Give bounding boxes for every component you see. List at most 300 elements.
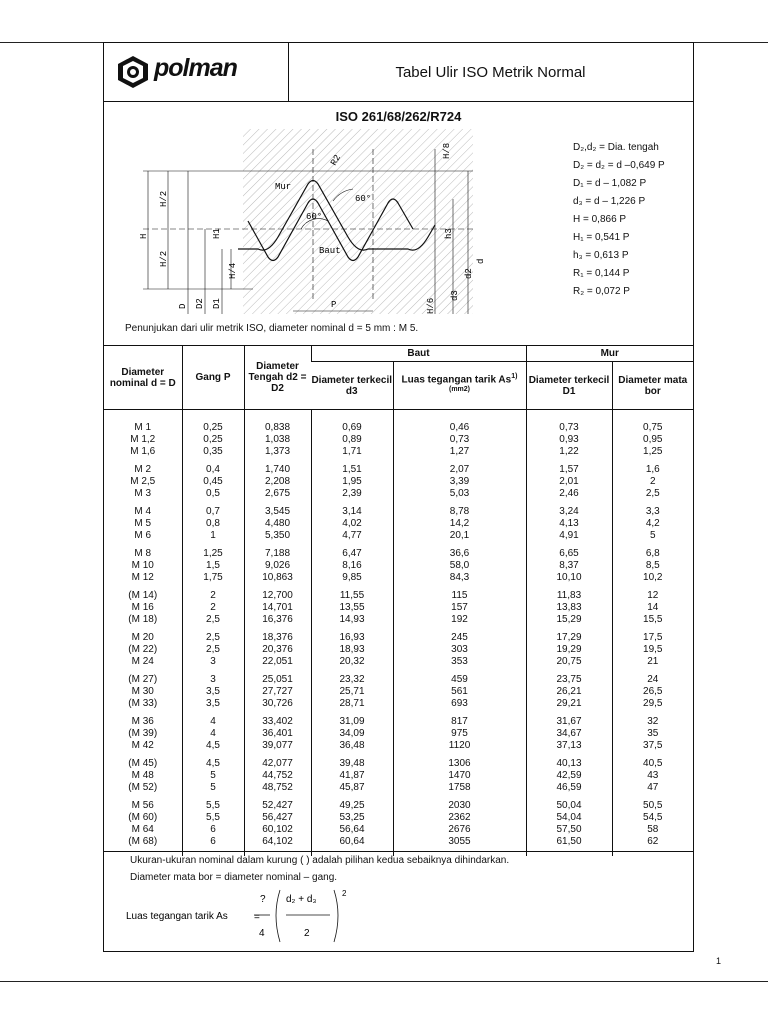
table-cell: 5,350 [244,530,311,542]
table-cell: 245 [393,626,526,644]
note-drill: Diameter mata bor = diameter nominal – gang. [130,872,338,883]
table-row [104,446,693,458]
table-cell: 60,64 [311,836,393,856]
table-cell: 43 [612,770,693,782]
table-cell: 0,46 [393,410,526,435]
col-header-pitch: Gang P [182,346,244,410]
table-cell: 0,25 [182,434,244,446]
table-cell: 48,752 [244,782,311,794]
table-cell: 2,5 [612,488,693,500]
table-cell: 16,376 [244,614,311,626]
table-cell: 45,87 [311,782,393,794]
table-cell: 9,026 [244,560,311,572]
table-cell: 4,91 [526,530,612,542]
label-d1-left: D1 [212,298,222,309]
table-cell: 157 [393,602,526,614]
thread-profile-diagram [123,129,486,319]
table-cell: 40,13 [526,752,612,770]
table-cell: 31,67 [526,710,612,728]
table-cell: 0,35 [182,446,244,458]
table-cell: 19,5 [612,644,693,656]
table-cell: 4 [182,710,244,728]
table-cell: 23,32 [311,668,393,686]
table-cell: 12,700 [244,584,311,602]
table-cell: 1120 [393,740,526,752]
table-cell: 14 [612,602,693,614]
table-cell: 37,5 [612,740,693,752]
table-cell: 2 [612,476,693,488]
table-cell: 27,727 [244,686,311,698]
formula-line: R₁ = 0,144 P [573,268,630,279]
table-cell: 53,25 [311,812,393,824]
formula-num-left: ? [260,894,266,905]
bracket-right [334,890,338,942]
table-cell: 3 [182,656,244,668]
label-d-left: D [178,303,188,309]
note-brackets: Ukuran-ukuran nominal dalam kurung ( ) adalah pilihan kedua sebaiknya dihindarkan. [130,855,510,866]
table-cell: 1,57 [526,458,612,476]
table-row [104,668,693,686]
formula-list [573,139,665,301]
logo-text: polman [154,54,237,82]
table-cell: 84,3 [393,572,526,584]
table-cell: (M 27) [128,674,158,685]
table-cell: M 64 [131,824,154,835]
table-cell: 3,5 [182,686,244,698]
label-p: P [331,300,337,310]
formula-line: D₂,d₂ = Dia. tengah [573,142,659,153]
label-h2-top: H/2 [159,190,169,207]
table-row [104,434,693,446]
table-cell: 18,376 [244,626,311,644]
table-row [104,686,693,698]
table-cell: 25,051 [244,668,311,686]
table-cell: 3,39 [393,476,526,488]
table-cell: (M 68) [128,836,158,847]
table-cell: 0,8 [182,518,244,530]
table-cell: 13,55 [311,602,393,614]
table-cell: 29,21 [526,698,612,710]
table-cell: 459 [393,668,526,686]
table-cell: 14,2 [393,518,526,530]
table-cell: 0,95 [612,434,693,446]
designation-example: Penunjukan dari ulir metrik ISO, diameter nominal d = 5 mm : M 5. [125,323,419,334]
table-cell: 20,75 [526,656,612,668]
table-cell: 8,78 [393,500,526,518]
formula-line: H₁ = 0,541 P [573,232,630,243]
table-cell: 1,27 [393,446,526,458]
table-cell: 17,5 [612,626,693,644]
table-cell: 975 [393,728,526,740]
table-cell: 60,102 [244,824,311,836]
table-cell: 8,5 [612,560,693,572]
table-cell: 1,6 [612,458,693,476]
table-cell: 40,5 [612,752,693,770]
label-h3: h3 [444,228,454,239]
table-cell: 4,02 [311,518,393,530]
table-cell: 18,93 [311,644,393,656]
group-header-baut: Baut [311,346,526,362]
stress-area-formula [126,886,386,948]
table-cell: 29,5 [612,698,693,710]
table-cell: 1,75 [182,572,244,584]
table-cell: 6,65 [526,542,612,560]
table-cell: (M 39) [128,728,158,739]
table-cell: 2030 [393,794,526,812]
table-cell: 0,75 [612,410,693,435]
table-cell: M 4 [134,506,152,517]
table-cell: 353 [393,656,526,668]
table-cell: M 42 [131,740,154,751]
table-row [104,488,693,500]
table-cell: 33,402 [244,710,311,728]
table-cell: 1 [182,530,244,542]
table-cell: (M 18) [128,614,158,625]
table-cell: 36,48 [311,740,393,752]
table-cell: (M 52) [128,782,158,793]
thread-table [104,345,693,856]
label-60-mid: 60° [306,212,323,222]
bracket-left [276,890,280,942]
table-row [104,698,693,710]
table-cell: 1,25 [182,542,244,560]
table-cell: 0,5 [182,488,244,500]
table-cell: M 1 [134,422,152,433]
table-cell: 0,4 [182,458,244,476]
label-h4: H/4 [228,262,238,279]
table-row [104,812,693,824]
table-cell: (M 14) [128,590,158,601]
table-cell: 2 [182,602,244,614]
table-cell: 192 [393,614,526,626]
table-cell: 6 [182,824,244,836]
table-cell: 21 [612,656,693,668]
table-cell: 1,25 [612,446,693,458]
table-bottom-rule [104,851,693,852]
formula-line: D₂ = d₂ = d –0,649 P [573,160,665,171]
page-number: 1 [716,956,722,966]
table-cell: M 2 [134,464,152,475]
table-cell: 817 [393,710,526,728]
table-cell: 0,838 [244,410,311,435]
table-cell: 2,5 [182,614,244,626]
table-cell: 6 [182,836,244,856]
table-cell: 62 [612,836,693,856]
table-cell: 115 [393,584,526,602]
bottom-rule [0,981,768,982]
table-cell: 2,01 [526,476,612,488]
table-cell: 5,5 [182,794,244,812]
table-cell: 3,545 [244,500,311,518]
label-d2-right: d2 [464,268,474,279]
table-cell: 20,376 [244,644,311,656]
table-cell: 2,208 [244,476,311,488]
table-cell: 15,29 [526,614,612,626]
table-cell: 64,102 [244,836,311,856]
formula-line: H = 0,866 P [573,214,627,225]
label-h1: H1 [212,228,222,239]
label-d-right: d [476,258,486,264]
table-cell: 61,50 [526,836,612,856]
table-cell: 303 [393,644,526,656]
table-cell: (M 22) [128,644,158,655]
table-cell: 2,5 [182,626,244,644]
table-row [104,710,693,728]
table-cell: M 8 [134,548,152,559]
table-cell: 13,83 [526,602,612,614]
table-row [104,518,693,530]
table-cell: 2,07 [393,458,526,476]
table-row [104,476,693,488]
table-cell: 8,16 [311,560,393,572]
table-cell: 36,6 [393,542,526,560]
table-row [104,836,693,856]
label-h2-bottom: H/2 [159,250,169,267]
table-cell: 32 [612,710,693,728]
table-cell: 14,701 [244,602,311,614]
table-cell: 4,77 [311,530,393,542]
table-cell: 10,2 [612,572,693,584]
table-cell: 2,675 [244,488,311,500]
table-cell: 22,051 [244,656,311,668]
table-cell: 0,73 [526,410,612,435]
table-cell: 26,21 [526,686,612,698]
table-cell: 3055 [393,836,526,856]
table-cell: M 48 [131,770,154,781]
table-cell: (M 33) [128,698,158,709]
table-cell: 4 [182,728,244,740]
table-cell: 2,46 [526,488,612,500]
table-cell: 34,09 [311,728,393,740]
table-cell: 5 [182,782,244,794]
table-row [104,728,693,740]
table-cell: 10,863 [244,572,311,584]
thread-table-body [104,410,693,857]
formula-line: d₃ = d – 1,226 P [573,196,646,207]
table-cell: 50,04 [526,794,612,812]
label-baut: Baut [319,246,341,256]
formula-num-right: d₂ + d₃ [286,894,317,905]
table-cell: 17,29 [526,626,612,644]
formula-den-left: 4 [259,928,265,939]
table-cell: 1,71 [311,446,393,458]
table-cell: 58,0 [393,560,526,572]
table-cell: 1,038 [244,434,311,446]
table-cell: M 1,2 [130,434,156,445]
table-row [104,560,693,572]
label-h8: H/8 [442,142,452,159]
table-cell: 0,7 [182,500,244,518]
table-cell: 54,04 [526,812,612,824]
table-cell: 10,10 [526,572,612,584]
table-cell: 1758 [393,782,526,794]
formula-den-right: 2 [304,928,310,939]
table-cell: M 36 [131,716,154,727]
table-cell: 5,5 [182,812,244,824]
table-cell: 50,5 [612,794,693,812]
table-cell: 39,48 [311,752,393,770]
table-cell: 1,95 [311,476,393,488]
col-header-d1: Diameter terkecil D1 [526,362,612,410]
table-cell: 0,93 [526,434,612,446]
table-cell: 7,188 [244,542,311,560]
table-cell: 6,8 [612,542,693,560]
table-cell: 36,401 [244,728,311,740]
table-cell: M 56 [131,800,154,811]
table-cell: 5 [612,530,693,542]
table-cell: 1,5 [182,560,244,572]
table-cell: (M 60) [128,812,158,823]
table-cell: 39,077 [244,740,311,752]
label-d2-left: D2 [195,298,205,309]
table-row [104,572,693,584]
table-cell: 4,5 [182,740,244,752]
table-cell: M 12 [131,572,154,583]
table-cell: 8,37 [526,560,612,572]
table-row [104,500,693,518]
header [104,43,693,102]
table-cell: 20,1 [393,530,526,542]
formula-line: h₃ = 0,613 P [573,250,629,261]
table-cell: 23,75 [526,668,612,686]
label-r2: R2 [328,153,344,168]
label-h6: H/6 [426,297,436,314]
table-cell: 11,83 [526,584,612,602]
table-row [104,644,693,656]
table-cell: M 10 [131,560,154,571]
table-cell: 20,32 [311,656,393,668]
formula-exponent: 2 [342,889,347,898]
table-cell: 2676 [393,824,526,836]
table-cell: 4,480 [244,518,311,530]
table-cell: 58 [612,824,693,836]
formula-line: R₂ = 0,072 P [573,286,630,297]
table-cell: 26,5 [612,686,693,698]
table-cell: 54,5 [612,812,693,824]
formula-label: Luas tegangan tarik As [126,911,228,922]
table-cell: 693 [393,698,526,710]
polman-logo-icon [116,55,150,89]
table-cell: 42,59 [526,770,612,782]
col-header-d3: Diameter terkecil d3 [311,362,393,410]
label-d3: d3 [450,290,460,301]
table-cell: 31,09 [311,710,393,728]
table-cell: M 3 [134,488,152,499]
table-cell: 56,427 [244,812,311,824]
group-header-mur: Mur [526,346,693,362]
label-60-top: 60° [355,194,372,204]
table-cell: 41,87 [311,770,393,782]
table-cell: 1306 [393,752,526,770]
table-cell: 4,13 [526,518,612,530]
table-cell: 11,55 [311,584,393,602]
table-cell: 30,726 [244,698,311,710]
formula-line: D₁ = d – 1,082 P [573,178,647,189]
table-cell: 42,077 [244,752,311,770]
table-cell: 3,14 [311,500,393,518]
table-cell: 44,752 [244,770,311,782]
table-row [104,614,693,626]
table-row [104,824,693,836]
table-cell: 0,25 [182,410,244,435]
col-header-pitch-dia: Diameter Tengah d2 = D2 [244,346,311,410]
table-row [104,752,693,770]
col-header-area-text: Luas tegangan tarik As [401,374,512,386]
table-cell: 5 [182,770,244,782]
table-row [104,602,693,614]
table-cell: 25,71 [311,686,393,698]
col-header-area-sup: 1)(mm2) [449,373,518,393]
table-cell: 0,45 [182,476,244,488]
table-cell: 24 [612,668,693,686]
table-cell: 15,5 [612,614,693,626]
table-cell: 35 [612,728,693,740]
table-cell: M 24 [131,656,154,667]
table-cell: 28,71 [311,698,393,710]
table-row [104,458,693,476]
table-cell: 1,373 [244,446,311,458]
table-cell: 46,59 [526,782,612,794]
table-cell: (M 45) [128,758,158,769]
document-frame [103,42,694,952]
table-cell: 1,51 [311,458,393,476]
document-title: Tabel Ulir ISO Metrik Normal [395,63,586,81]
table-cell: 0,69 [311,410,393,435]
table-cell: 2,39 [311,488,393,500]
table-cell: 3,3 [612,500,693,518]
table-cell: 3 [182,668,244,686]
table-cell: M 16 [131,602,154,613]
table-cell: 9,85 [311,572,393,584]
table-cell: 49,25 [311,794,393,812]
formula-eq-sign: = [254,912,260,923]
table-cell: 52,427 [244,794,311,812]
table-cell: 2 [182,584,244,602]
table-cell: 57,50 [526,824,612,836]
table-cell: 3,5 [182,698,244,710]
col-header-nominal: Diameter nominal d = D [104,346,182,410]
table-row [104,770,693,782]
table-cell: 34,67 [526,728,612,740]
table-cell: 1470 [393,770,526,782]
table-cell: 47 [612,782,693,794]
label-mur: Mur [275,182,292,192]
table-cell: 1,740 [244,458,311,476]
table-cell: M 30 [131,686,154,697]
table-row [104,530,693,542]
table-row [104,584,693,602]
table-row [104,782,693,794]
table-cell: 14,93 [311,614,393,626]
table-cell: 2,5 [182,644,244,656]
col-header-area [393,362,526,410]
table-cell: 16,93 [311,626,393,644]
table-cell: 0,73 [393,434,526,446]
standard-title: ISO 261/68/262/R724 [335,109,462,124]
table-cell: M 20 [131,632,154,643]
table-cell: M 6 [134,530,152,541]
table-row [104,740,693,752]
table-cell: 12 [612,584,693,602]
table-row [104,656,693,668]
table-cell: 0,89 [311,434,393,446]
table-cell: 37,13 [526,740,612,752]
col-header-drill: Diameter mata bor [612,362,693,410]
table-cell: 5,03 [393,488,526,500]
table-row [104,626,693,644]
table-cell: M 1,6 [130,446,156,457]
table-row [104,542,693,560]
